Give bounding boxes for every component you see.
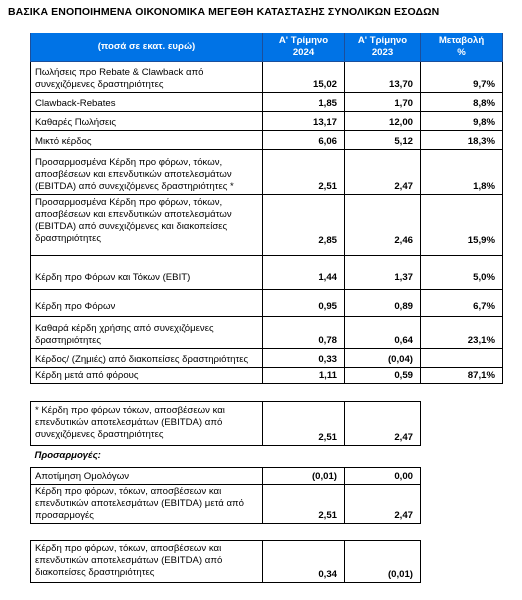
row-label: Προσαρμοσμένα Κέρδη προ φόρων, τόκων, αποσβέσεων και επενδυτικών αποτελεσμάτων (EBITDA) από συνεχιζόμενες και διακοπείσες δραστηριότητες [31, 195, 263, 256]
adjustments-heading: Προσαρμογές: [34, 450, 101, 461]
row-label: Αποτίμηση Ομολόγων [31, 468, 263, 485]
row-label: Μικτό κέρδος [31, 131, 263, 150]
row-label: Καθαρά κέρδη χρήσης από συνεχιζόμενες δραστηριότητες [31, 317, 263, 349]
discontinued-ebitda-table [30, 540, 421, 583]
header-q1-2024: Α' Τρίμηνο 2024 [263, 33, 345, 62]
footnote-label: * Κέρδη προ φόρων τόκων, αποσβέσεων και επενδυτικών αποτελεσμάτων (EBITDA) από συνεχιζόμενες δραστηριότητες [31, 402, 263, 446]
value-q1-2024: 13,17 [263, 112, 345, 131]
table-header-row [31, 33, 503, 62]
value-q1-2024: 6,06 [263, 131, 345, 150]
value-q1-2024: 0,33 [263, 349, 345, 368]
table-row [31, 468, 421, 485]
value-change: 6,7% [421, 290, 503, 317]
value-q1-2023: 2,47 [345, 150, 421, 195]
value-q1-2023: 0,59 [345, 368, 421, 384]
table-row [31, 541, 421, 583]
value-q1-2023: 1,37 [345, 256, 421, 290]
value-q1-2024: 1,85 [263, 93, 345, 112]
value-q1-2023: 12,00 [345, 112, 421, 131]
value-q1-2023: 13,70 [345, 62, 421, 93]
row-label: Καθαρές Πωλήσεις [31, 112, 263, 131]
table-row [31, 368, 503, 384]
table-row [31, 317, 503, 349]
table-row [31, 93, 503, 112]
value-q1-2024: 15,02 [263, 62, 345, 93]
header-amounts-label: (ποσά σε εκατ. ευρώ) [31, 33, 263, 62]
value-change: 18,3% [421, 131, 503, 150]
header-q1-2023: Α' Τρίμηνο 2023 [345, 33, 421, 62]
value-change: 87,1% [421, 368, 503, 384]
table-row [31, 349, 503, 368]
table-row [31, 485, 421, 524]
table-row [31, 256, 503, 290]
row-label: Κέρδη προ Φόρων [31, 290, 263, 317]
value-q1-2023: 2,47 [345, 402, 421, 446]
value-q1-2024: 1,44 [263, 256, 345, 290]
value-change: 23,1% [421, 317, 503, 349]
value-q1-2023: 0,89 [345, 290, 421, 317]
value-q1-2024: 2,51 [263, 485, 345, 524]
header-change: Μεταβολή % [421, 33, 503, 62]
row-label: Πωλήσεις προ Rebate & Clawback από συνεχιζόμενες δραστηριότητες [31, 62, 263, 93]
value-q1-2023: 2,47 [345, 485, 421, 524]
value-q1-2024: 2,85 [263, 195, 345, 256]
row-label: Προσαρμοσμένα Κέρδη προ φόρων, τόκων, αποσβέσεων και επενδυτικών αποτελεσμάτων (EBITDA) από συνεχιζόμενες δραστηριότητες * [31, 150, 263, 195]
document-title: ΒΑΣΙΚΑ ΕΝΟΠΟΙΗΜΕΝΑ ΟΙΚΟΝΟΜΙΚΑ ΜΕΓΕΘΗ ΚΑΤΑΣΤΑΣΗΣ ΣΥΝΟΛΙΚΩΝ ΕΣΟΔΩΝ [8, 6, 440, 18]
table-row [31, 195, 503, 256]
table-row [31, 402, 421, 446]
value-q1-2024: 0,95 [263, 290, 345, 317]
adjustments-heading-row [31, 446, 421, 468]
value-change [421, 349, 503, 368]
value-change: 15,9% [421, 195, 503, 256]
value-q1-2024: 1,11 [263, 368, 345, 384]
value-q1-2023: 0,00 [345, 468, 421, 485]
value-change: 9,7% [421, 62, 503, 93]
value-change: 1,8% [421, 150, 503, 195]
value-q1-2023: 0,64 [345, 317, 421, 349]
row-label: Κέρδη προ φόρων, τόκων, αποσβέσεων και επενδυτικών αποτελεσμάτων (EBITDA) μετά από προσαρμογές [31, 485, 263, 524]
table-row [31, 62, 503, 93]
value-change: 9,8% [421, 112, 503, 131]
value-q1-2023: 2,46 [345, 195, 421, 256]
table-row [31, 112, 503, 131]
value-q1-2023: 1,70 [345, 93, 421, 112]
ebitda-adjustments-table [30, 401, 421, 524]
value-q1-2024: 2,51 [263, 402, 345, 446]
value-change: 5,0% [421, 256, 503, 290]
value-q1-2024: 0,34 [263, 541, 345, 583]
value-q1-2024: 2,51 [263, 150, 345, 195]
value-q1-2023: (0,01) [345, 541, 421, 583]
financial-summary-table [30, 33, 503, 384]
value-q1-2023: 5,12 [345, 131, 421, 150]
row-label: Clawback-Rebates [31, 93, 263, 112]
row-label: Κέρδη προ φόρων, τόκων, αποσβέσεων και επενδυτικών αποτελεσμάτων (EBITDA) από διακοπείσες δραστηριότητες [31, 541, 263, 583]
row-label: Κέρδη προ Φόρων και Τόκων (EBIT) [31, 256, 263, 290]
value-change: 8,8% [421, 93, 503, 112]
row-label: Κέρδος/ (Ζημιές) από διακοπείσες δραστηριότητες [31, 349, 263, 368]
table-row [31, 290, 503, 317]
value-q1-2024: (0,01) [263, 468, 345, 485]
table-row [31, 131, 503, 150]
table-row [31, 150, 503, 195]
row-label: Κέρδη μετά από φόρους [31, 368, 263, 384]
value-q1-2024: 0,78 [263, 317, 345, 349]
value-q1-2023: (0,04) [345, 349, 421, 368]
